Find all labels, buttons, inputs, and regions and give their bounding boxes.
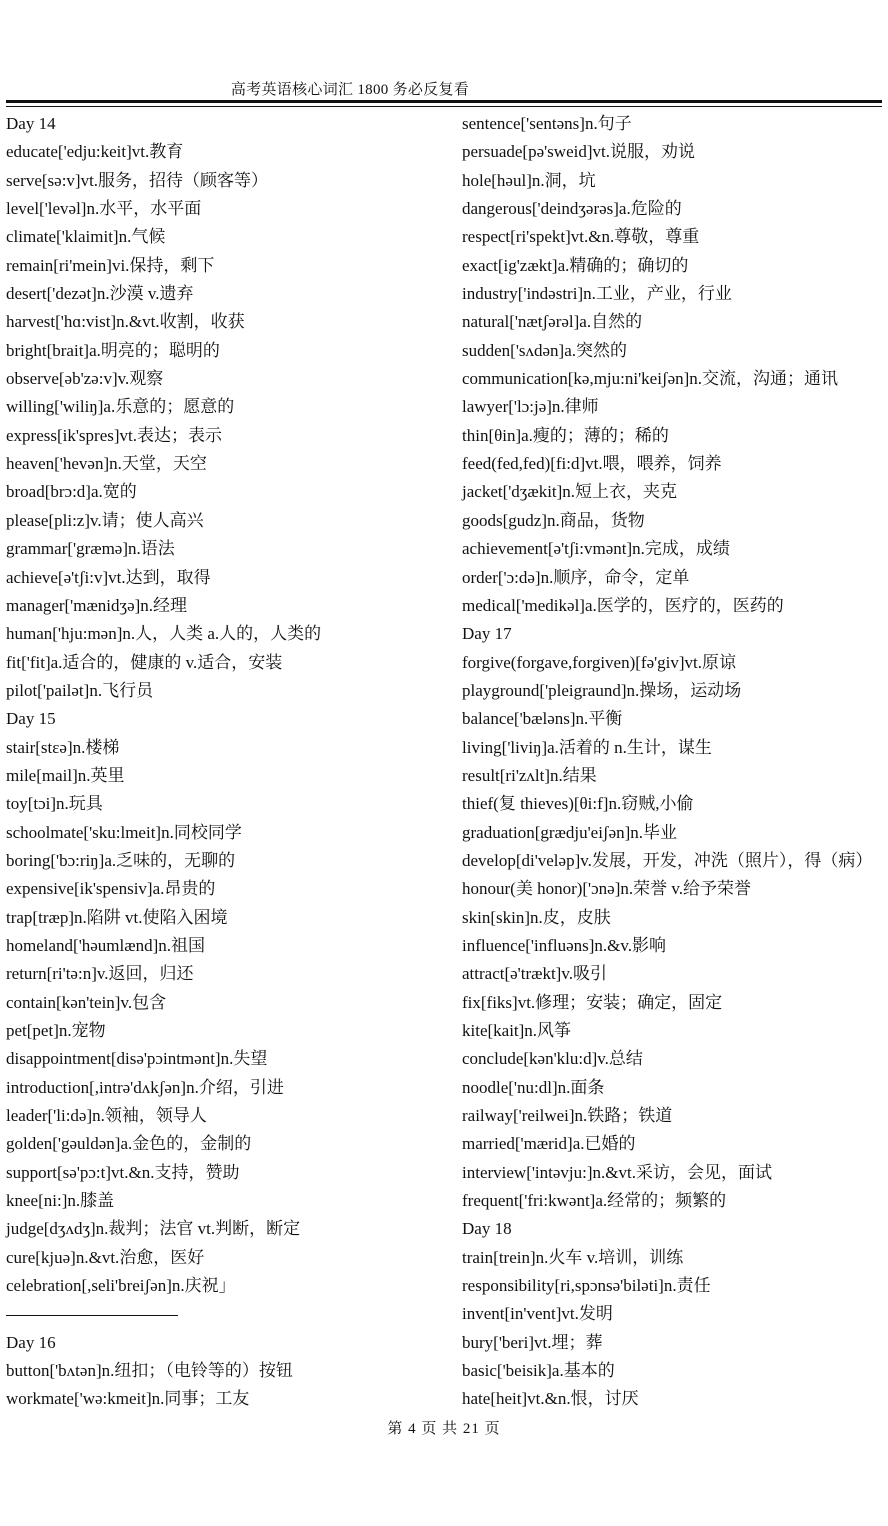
vocab-entry: frequent['fri:kwənt]a.经常的；频繁的: [462, 1191, 727, 1211]
vocab-entry: toy[tɔi]n.玩具: [6, 794, 103, 814]
vocab-entry: skin[skin]n.皮，皮肤: [462, 907, 611, 927]
vocab-entry: honour(美 honor)['ɔnə]n.荣誉 v.给予荣誉: [462, 879, 752, 899]
vocab-entry: celebration[,seli'breiʃən]n.庆祝」: [6, 1276, 236, 1296]
vocab-entry: hate[heit]vt.&n.恨，讨厌: [462, 1389, 639, 1409]
vocab-entry: railway['reilwei]n.铁路；铁道: [462, 1106, 673, 1126]
day-heading: Day 14: [6, 114, 56, 133]
vocab-entry: kite[kait]n.风筝: [462, 1021, 572, 1040]
vocab-entry: balance['bæləns]n.平衡: [462, 709, 623, 729]
vocab-entry: support[sə'pɔ:t]vt.&n.支持，赞助: [6, 1162, 240, 1182]
vocab-entry: hole[həul]n.洞，坑: [462, 170, 596, 190]
vocab-entry: serve[sə:v]vt.服务，招待（顾客等）: [6, 170, 269, 190]
day-heading: Day 18: [462, 1219, 512, 1239]
vocab-entry: introduction[,intrə'dʌkʃən]n.介绍，引进: [6, 1077, 284, 1097]
vocab-entry: develop[di'veləp]v.发展，开发，冲洗（照片），得（病）: [462, 850, 873, 870]
vocab-entry: respect[ri'spekt]vt.&n.尊敬，尊重: [462, 227, 700, 247]
vocab-entry: communication[kə,mju:ni'keiʃən]n.交流，沟通；通讯: [462, 369, 839, 389]
vocab-entry: educate['edju:keit]vt.教育: [6, 142, 184, 162]
vocab-entry: exact[ig'zækt]a.精确的；确切的: [462, 255, 689, 275]
vocab-entry: lawyer['lɔ:jə]n.律师: [462, 397, 599, 417]
vocab-entry: order['ɔ:də]n.顺序，命令，定单: [462, 567, 690, 587]
vocab-entry: fit['fit]a.适合的，健康的 v.适合，安装: [6, 652, 283, 672]
page-footer: 第 4 页 共 21 页: [387, 1421, 501, 1437]
vocab-entry: contain[kən'tein]v.包含: [6, 992, 167, 1012]
vocab-entry: button['bʌtən]n.纽扣；（电铃等的）按钮: [6, 1361, 293, 1381]
vocab-entry: willing['wiliŋ]a.乐意的；愿意的: [6, 397, 235, 417]
day-heading: Day 17: [462, 624, 512, 644]
vocab-entry: leader['li:də]n.领袖，领导人: [6, 1106, 207, 1126]
vocab-entry: invent[in'vent]vt.发明: [462, 1304, 613, 1324]
vocab-entry: achievement[ə'tʃi:vmənt]n.完成，成绩: [462, 539, 730, 559]
vocab-entry: dangerous['deindʒərəs]a.危险的: [462, 199, 682, 219]
vocab-entry: responsibility[ri,spɔnsə'biləti]n.责任: [462, 1276, 711, 1296]
vocab-entry: industry['indəstri]n.工业，产业，行业: [462, 284, 732, 304]
vocab-entry: homeland['həumlænd]n.祖国: [6, 935, 206, 955]
vocab-entry: judge[dʒʌdʒ]n.裁判；法官 vt.判断，断定: [6, 1219, 301, 1239]
vocab-entry: remain[ri'mein]vi.保持，剩下: [6, 255, 215, 275]
vocab-entry: interview['intəvju:]n.&vt.采访，会见，面试: [462, 1162, 772, 1182]
vocab-entry: knee[ni:]n.膝盖: [6, 1191, 115, 1211]
vocab-entry: heaven['hevən]n.天堂，天空: [6, 454, 207, 474]
vocab-entry: attract[ə'trækt]v.吸引: [462, 964, 607, 984]
day-heading: Day 15: [6, 709, 56, 729]
vocab-entry: broad[brɔ:d]a.宽的: [6, 482, 137, 502]
vocab-entry: expensive[ik'spensiv]a.昂贵的: [6, 879, 216, 899]
separator-rule: [6, 1315, 178, 1316]
vocab-entry: express[ik'spres]vt.表达；表示: [6, 425, 223, 445]
vocab-entry: pet[pet]n.宠物: [6, 1021, 106, 1040]
vocab-entry: influence['influəns]n.&v.影响: [462, 935, 667, 955]
vocab-entry: thief(复 thieves)[θi:f]n.窃贼,小偷: [462, 794, 694, 814]
day-heading: Day 16: [6, 1332, 56, 1352]
vocab-entry: climate['klaimit]n.气候: [6, 227, 166, 247]
vocab-entry: jacket['dʒækit]n.短上衣，夹克: [462, 482, 678, 502]
right-column: [462, 110, 886, 1414]
vocab-entry: golden['gəuldən]a.金色的，金制的: [6, 1134, 252, 1154]
section-separator: [6, 1300, 454, 1328]
vocab-entry: desert['dezət]n.沙漠 v.遗弃: [6, 284, 194, 304]
vocab-entry: graduation[grædju'eiʃən]n.毕业: [462, 822, 678, 842]
vocab-entry: playground['pleigraund]n.操场，运动场: [462, 680, 742, 700]
vocab-entry: observe[əb'zə:v]v.观察: [6, 369, 164, 389]
vocab-entry: noodle['nu:dl]n.面条: [462, 1077, 605, 1097]
vocab-entry: sudden['sʌdən]a.突然的: [462, 340, 628, 360]
vocab-entry: thin[θin]a.瘦的；薄的；稀的: [462, 425, 669, 445]
vocab-entry: harvest['hɑ:vist]n.&vt.收割，收获: [6, 312, 245, 332]
vocab-entry: please[pli:z]v.请；使人高兴: [6, 510, 204, 530]
vocab-entry: return[ri'tə:n]v.返回，归还: [6, 964, 194, 984]
vocab-entry: bury['beri]vt.埋；葬: [462, 1332, 603, 1352]
vocab-entry: medical['medikəl]a.医学的，医疗的，医药的: [462, 595, 784, 615]
vocab-entry: basic['beisik]a.基本的: [462, 1361, 615, 1381]
vocab-entry: achieve[ə'tʃi:v]vt.达到，取得: [6, 567, 211, 587]
vocab-entry: human['hju:mən]n.人，人类 a.人的，人类的: [6, 624, 322, 644]
vocab-entry: conclude[kən'klu:d]v.总结: [462, 1049, 643, 1069]
vocab-entry: workmate['wə:kmeit]n.同事；工友: [6, 1389, 250, 1409]
vocab-entry: goods[gudz]n.商品，货物: [462, 510, 645, 530]
vocab-entry: bright[brait]a.明亮的；聪明的: [6, 340, 220, 360]
vocab-entry: forgive(forgave,forgiven)[fə'giv]vt.原谅: [462, 652, 737, 672]
vocab-entry: grammar['græmə]n.语法: [6, 539, 175, 559]
vocab-entry: sentence['sentəns]n.句子: [462, 114, 632, 133]
vocab-entry: fix[fiks]vt.修理；安装；确定，固定: [462, 992, 723, 1012]
vocab-entry: schoolmate['sku:lmeit]n.同校同学: [6, 822, 242, 842]
vocab-entry: persuade[pə'sweid]vt.说服，劝说: [462, 142, 695, 162]
vocab-entry: train[trein]n.火车 v.培训，训练: [462, 1247, 684, 1267]
vocab-entry: pilot['pailət]n.飞行员: [6, 680, 154, 700]
vocab-entry: mile[mail]n.英里: [6, 765, 125, 785]
vocab-entry: living['liviŋ]a.活着的 n.生计，谋生: [462, 737, 712, 757]
vocab-entry: natural['nætʃərəl]a.自然的: [462, 312, 643, 332]
header-title: 高考英语核心词汇 1800 务必反复看: [230, 82, 470, 98]
vocab-entry: feed(fed,fed)[fi:d]vt.喂，喂养，饲养: [462, 454, 722, 474]
vocab-entry: manager['mænidʒə]n.经理: [6, 595, 188, 615]
vocab-entry: cure[kjuə]n.&vt.治愈，医好: [6, 1247, 205, 1267]
vocab-entry: stair[stεə]n.楼梯: [6, 737, 120, 757]
vocab-entry: boring['bɔ:riŋ]a.乏味的，无聊的: [6, 850, 236, 870]
header-rule-thick: [6, 100, 882, 103]
vocab-entry: trap[træp]n.陷阱 vt.使陷入困境: [6, 907, 228, 927]
vocab-entry: married['mærid]a.已婚的: [462, 1134, 636, 1154]
vocab-entry: result[ri'zʌlt]n.结果: [462, 765, 597, 785]
header-rule-thin: [6, 106, 882, 107]
vocab-entry: level['levəl]n.水平，水平面: [6, 199, 202, 219]
left-column: [6, 110, 454, 1414]
vocab-entry: disappointment[disə'pɔintmənt]n.失望: [6, 1049, 268, 1069]
